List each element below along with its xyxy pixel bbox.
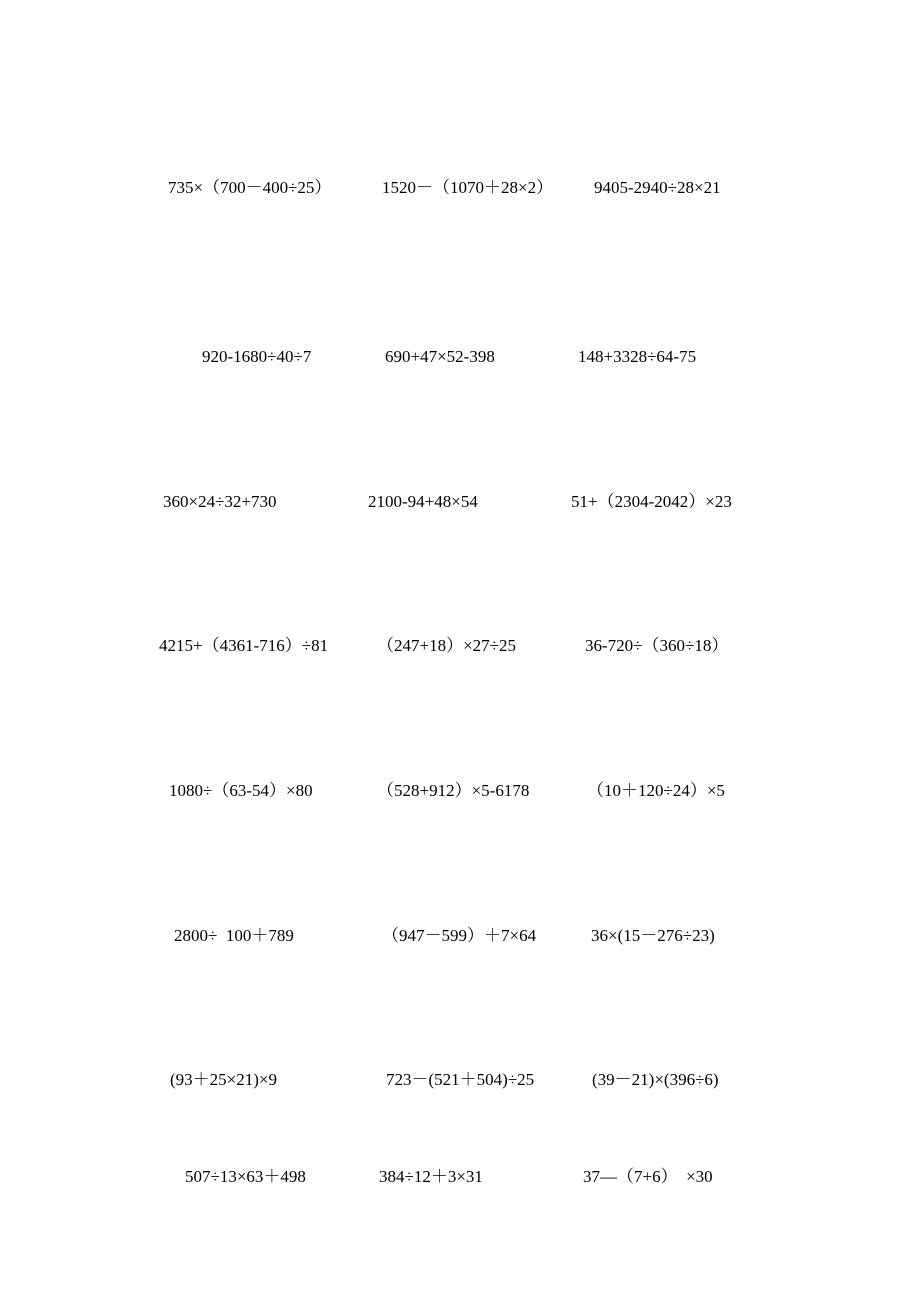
problem-1-3: 9405-2940÷28×21 [594,178,721,197]
problem-3-1: 360×24÷32+730 [163,492,277,511]
problem-4-1: 4215+（4361-716）÷81 [159,636,329,655]
problem-6-2: （947－599）＋7×64 [382,926,537,945]
problem-5-1: 1080÷（63-54）×80 [169,781,313,800]
problem-7-1: (93＋25×21)×9 [170,1070,277,1089]
problem-4-3: 36-720÷（360÷18） [585,636,729,655]
problem-2-1: 920-1680÷40÷7 [202,347,312,366]
problem-8-1: 507÷13×63＋498 [185,1167,306,1186]
problem-3-3: 51+（2304-2042）×23 [571,492,732,511]
problem-7-3: (39－21)×(396÷6) [592,1070,719,1089]
problem-6-1: 2800÷ 100＋789 [174,926,294,945]
problem-8-3: 37—（7+6） ×30 [583,1167,713,1186]
problem-5-2: （528+912）×5-6178 [377,781,530,800]
problem-5-3: （10＋120÷24）×5 [587,781,725,800]
problem-1-2: 1520－（1070＋28×2） [382,178,554,197]
problem-8-2: 384÷12＋3×31 [379,1167,483,1186]
problem-2-3: 148+3328÷64-75 [578,347,697,366]
problem-4-2: （247+18）×27÷25 [377,636,517,655]
problem-3-2: 2100-94+48×54 [368,492,478,511]
problem-7-2: 723－(521＋504)÷25 [386,1070,535,1089]
problem-6-3: 36×(15－276÷23) [591,926,715,945]
problem-2-2: 690+47×52-398 [385,347,495,366]
problem-1-1: 735×（700－400÷25） [168,178,332,197]
